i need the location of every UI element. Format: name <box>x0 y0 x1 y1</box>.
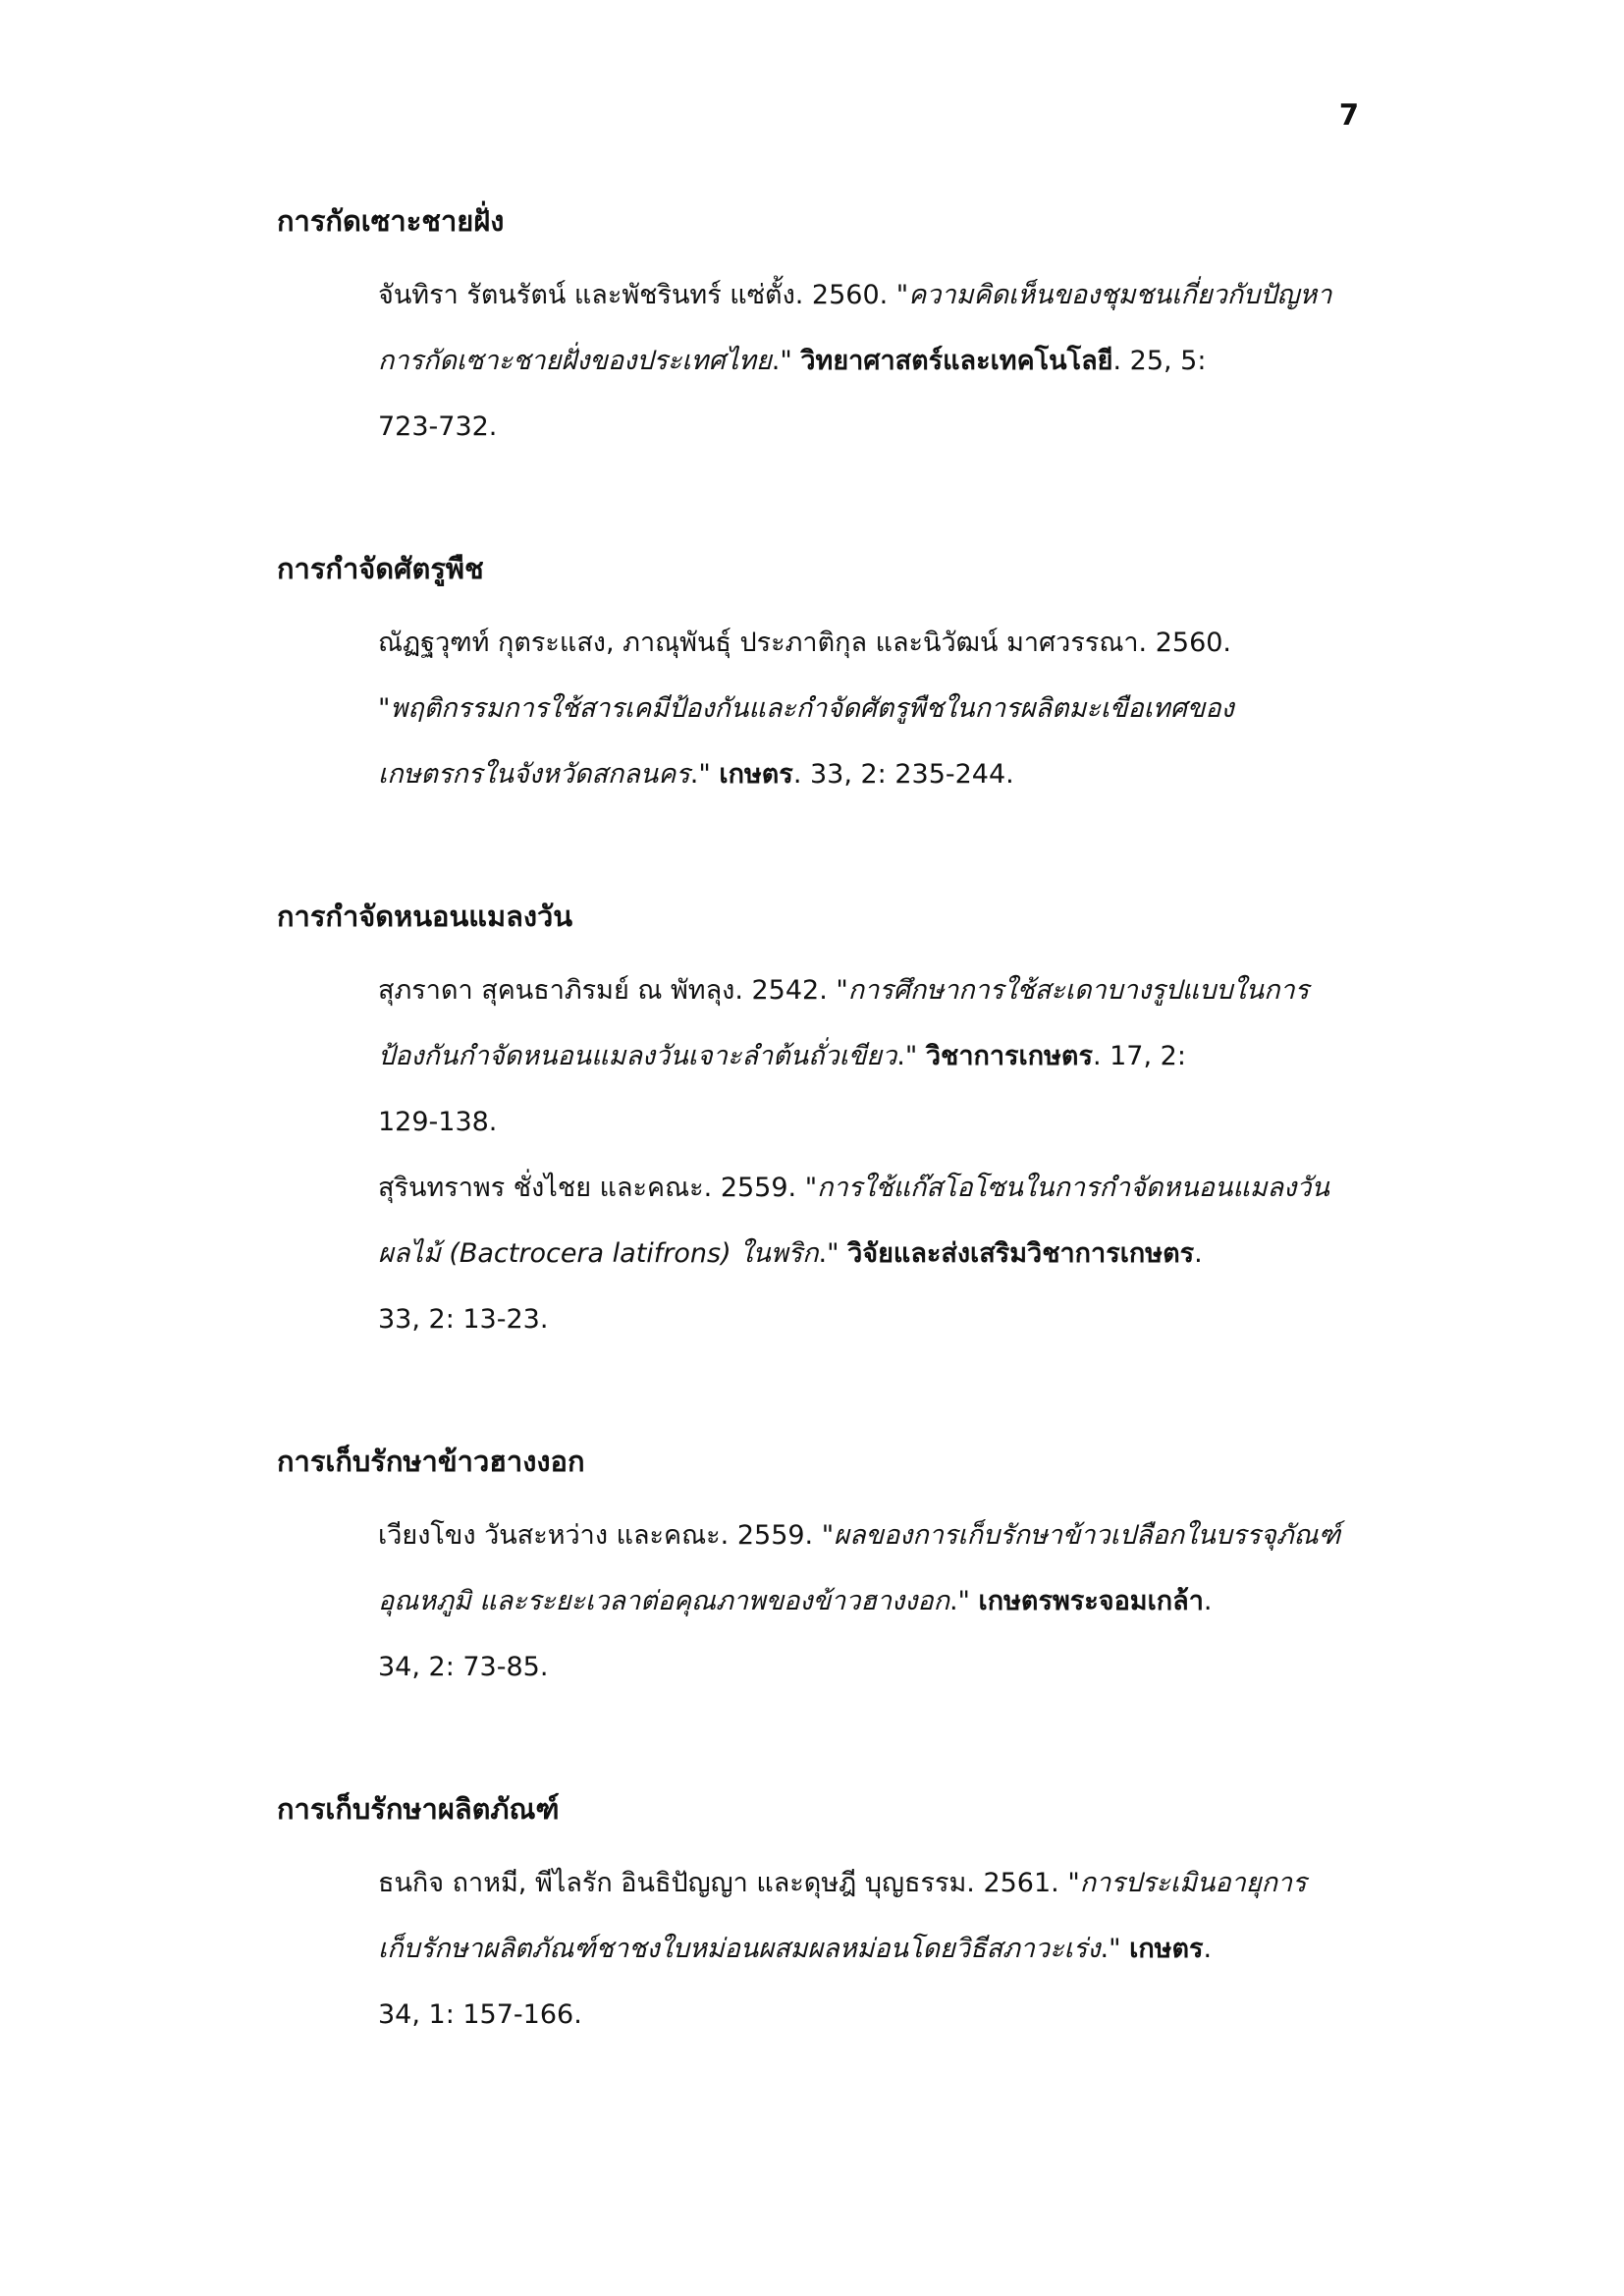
reference-entry <box>378 262 1443 460</box>
reference-line <box>378 1982 1443 2048</box>
subject-heading: การเก็บรักษาข้าวฮางงอก <box>277 1445 585 1478</box>
reference-punctuation: ." <box>818 1238 848 1269</box>
reference-authors: สุรินทราพร ชั่งไชย และคณะ. 2559. " <box>378 1173 818 1203</box>
subject-section <box>277 1442 1367 1700</box>
reference-punctuation: ." <box>948 1586 979 1616</box>
reference-line <box>378 1568 1443 1634</box>
reference-volume: . 25, 5: <box>1112 346 1207 376</box>
reference-journal: วิทยาศาสตร์และเทคโนโลยี <box>800 346 1113 376</box>
reference-title: เก็บรักษาผลิตภัณฑ์ชาชงใบหม่อนผสมผลหม่อนโดยวิธีสภาวะเร่ง <box>378 1934 1101 1964</box>
reference-title: อุณหภูมิ และระยะเวลาต่อคุณภาพของข้าวฮางงอก <box>378 1586 949 1616</box>
reference-authors: 33, 2: 13-23. <box>378 1304 549 1335</box>
reference-line <box>378 1023 1443 1089</box>
reference-punctuation: ." <box>689 759 720 790</box>
reference-authors: 34, 1: 157-166. <box>378 1999 582 2030</box>
reference-title: การใช้แก๊สโอโซนในการกำจัดหนอนแมลงวัน <box>817 1173 1329 1203</box>
reference-line <box>378 1916 1443 1982</box>
reference-journal: วิชาการเกษตร <box>925 1041 1093 1071</box>
bibliography <box>277 201 1367 2137</box>
reference-volume: . <box>1203 1934 1213 1964</box>
reference-line <box>378 1503 1443 1568</box>
reference-authors: จันทิรา รัตนรัตน์ และพัชรินทร์ แซ่ตั้ง. 2560. " <box>378 280 909 310</box>
reference-volume: . 33, 2: 235-244. <box>792 759 1014 790</box>
reference-entry <box>378 957 1443 1155</box>
reference-punctuation: ." <box>896 1041 926 1071</box>
reference-title: ป้องกันกำจัดหนอนแมลงวันเจาะลำต้นถั่วเขียว <box>378 1041 897 1071</box>
reference-authors: 723-732. <box>378 411 498 442</box>
reference-title: เกษตรกรในจังหวัดสกลนคร <box>378 759 690 790</box>
reference-punctuation: ." <box>771 346 801 376</box>
subject-section <box>277 549 1367 807</box>
reference-title: การประเมินอายุการ <box>1079 1868 1307 1898</box>
reference-journal: วิจัยและส่งเสริมวิชาการเกษตร <box>847 1238 1195 1269</box>
reference-title: ผลของการเก็บรักษาข้าวเปลือกในบรรจุภัณฑ์ <box>834 1520 1341 1551</box>
subject-heading: การเก็บรักษาผลิตภัณฑ์ <box>277 1792 560 1826</box>
reference-authors: เวียงโขง วันสะหว่าง และคณะ. 2559. " <box>378 1520 835 1551</box>
reference-line <box>378 957 1443 1023</box>
reference-journal: เกษตรพระจอมเกล้า <box>978 1586 1204 1616</box>
reference-entry <box>378 1503 1443 1700</box>
reference-authors: ณัฏฐวุฑท์ กุตระแสง, ภาณุพันธุ์ ประภาติกุล และนิวัฒน์ มาศวรรณา. 2560. <box>378 628 1232 658</box>
reference-line <box>378 394 1443 460</box>
reference-journal: เกษตร <box>1129 1934 1204 1964</box>
reference-title: การกัดเซาะชายฝั่งของประเทศไทย <box>378 346 772 376</box>
reference-title: พฤติกรรมการใช้สารเคมีป้องกันและกำจัดศัตรูพืชในการผลิตมะเขือเทศของ <box>390 693 1234 724</box>
subject-section <box>277 897 1367 1352</box>
reference-line <box>378 1286 1443 1352</box>
page-number: 7 <box>1338 98 1359 132</box>
reference-line <box>378 1634 1443 1700</box>
reference-authors: " <box>378 693 391 724</box>
reference-line <box>378 610 1443 676</box>
reference-authors: ธนกิจ ถาหมี, พีไลรัก อินธิปัญญา และดุษฎี บุญธรรม. 2561. " <box>378 1868 1080 1898</box>
reference-line <box>378 262 1443 328</box>
reference-authors: 129-138. <box>378 1107 498 1137</box>
reference-volume: . <box>1194 1238 1203 1269</box>
reference-volume: . 17, 2: <box>1092 1041 1186 1071</box>
reference-authors: สุภราดา สุคนธาภิรมย์ ณ พัทลุง. 2542. " <box>378 975 848 1006</box>
subject-heading: การกำจัดศัตรูพืช <box>277 552 484 585</box>
reference-line <box>378 676 1443 741</box>
subject-heading: การกัดเซาะชายฝั่ง <box>277 204 505 238</box>
reference-title: ความคิดเห็นของชุมชนเกี่ยวกับปัญหา <box>908 280 1332 310</box>
reference-punctuation: ." <box>1100 1934 1130 1964</box>
reference-journal: เกษตร <box>719 759 793 790</box>
reference-line <box>378 1221 1443 1286</box>
reference-line <box>378 328 1443 394</box>
reference-title: ผลไม้ (Bactrocera latifrons) ในพริก <box>378 1238 819 1269</box>
subject-section <box>277 201 1367 460</box>
reference-title: การศึกษาการใช้สะเดาบางรูปแบบในการ <box>847 975 1310 1006</box>
reference-volume: . <box>1203 1586 1213 1616</box>
subject-heading: การกำจัดหนอนแมลงวัน <box>277 900 573 933</box>
reference-line <box>378 1850 1443 1916</box>
reference-entry <box>378 1850 1443 2048</box>
reference-authors: 34, 2: 73-85. <box>378 1652 549 1682</box>
reference-line <box>378 1155 1443 1221</box>
reference-entry <box>378 610 1443 807</box>
reference-line <box>378 1089 1443 1155</box>
reference-line <box>378 741 1443 807</box>
subject-section <box>277 1789 1367 2048</box>
reference-entry <box>378 1155 1443 1352</box>
